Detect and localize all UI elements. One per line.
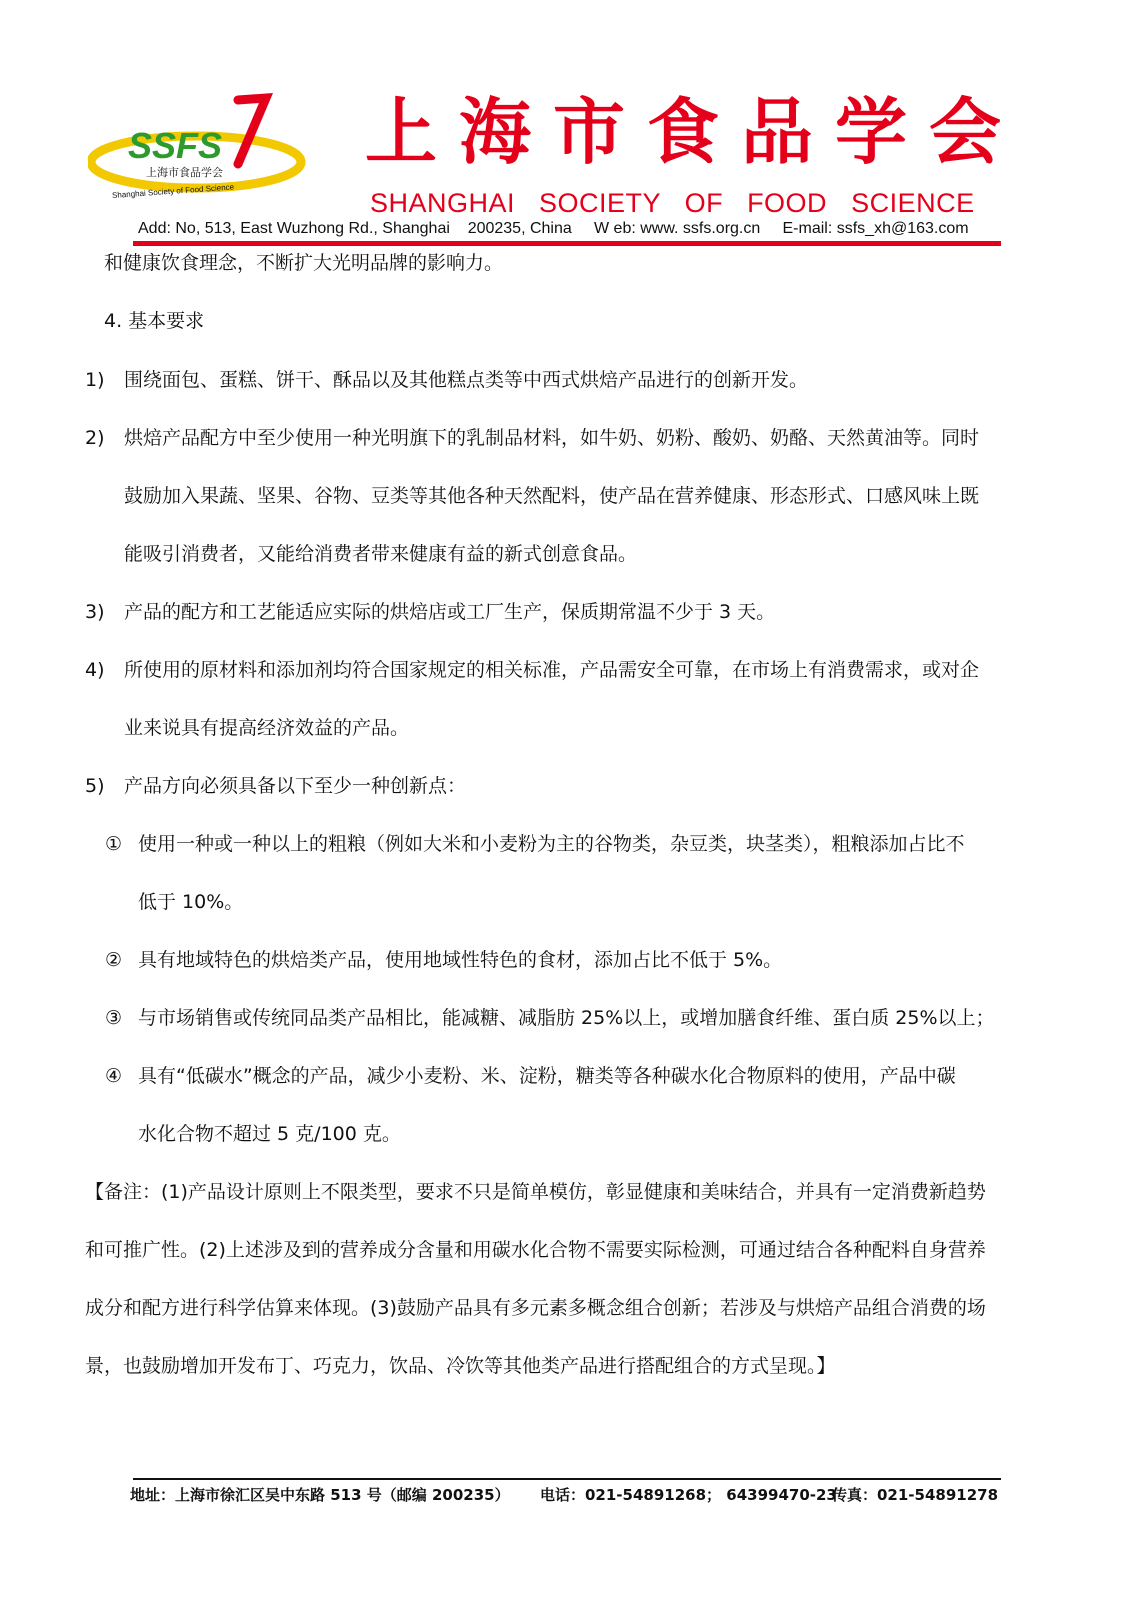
note-text: 景，也鼓励增加开发布丁、巧克力，饮品、冷饮等其他类产品进行搭配组合的方式呈现。】	[85, 1355, 836, 1377]
sub-list-number: ②	[105, 949, 123, 971]
list-number: 5)	[85, 775, 105, 797]
society-title-en: SHANGHAI SOCIETY OF FOOD SCIENCE	[370, 188, 975, 218]
list-item-text: 鼓励加入果蔬、坚果、谷物、豆类等其他各种天然配料，使产品在营养健康、形态形式、口感风味上既	[124, 485, 980, 507]
footer-address: 地址：上海市徐汇区吴中东路 513 号（邮编 200235）	[130, 1486, 510, 1504]
list-number: 4)	[85, 659, 105, 681]
sub-list-number: ④	[105, 1065, 123, 1087]
list-item-text: 业来说具有提高经济效益的产品。	[124, 717, 410, 739]
footer-fax: 传真：021-54891278	[832, 1486, 999, 1504]
sub-list-item-text: 具有“低碳水”概念的产品，减少小麦粉、米、淀粉，糖类等各种碳水化合物原料的使用，产品中碳	[138, 1065, 956, 1087]
logo-en-text: Shanghai Society of Food Science	[111, 182, 235, 200]
contact-line: Add: No, 513, East Wuzhong Rd., Shanghai 200235, China W eb: www. ssfs.org.cn E-mail: ssfs_xh@163.com	[138, 220, 969, 237]
sub-list-item-text: 具有地域特色的烘焙类产品，使用地域性特色的食材，添加占比不低于 5%。	[138, 949, 783, 971]
note-text: 成分和配方进行科学估算来体现。(3)鼓励产品具有多元素多概念组合创新；若涉及与烘焙产品组合消费的场	[85, 1297, 986, 1319]
logo-mark-text: SSFS	[128, 125, 223, 166]
section-title: 4. 基本要求	[104, 310, 205, 332]
list-number: 2)	[85, 427, 105, 449]
logo-cn-text: 上海市食品学会	[146, 166, 223, 179]
sub-list-item-text: 低于 10%。	[138, 891, 244, 913]
sub-list-number: ③	[105, 1007, 123, 1029]
note-text: 【备注：(1)产品设计原则上不限类型，要求不只是简单模仿，彰显健康和美味结合，并具有一定消费新趋势	[85, 1181, 986, 1203]
note-text: 和可推广性。(2)上述涉及到的营养成分含量和用碳水化合物不需要实际检测，可通过结合各种配料自身营养	[85, 1239, 986, 1261]
header-divider	[133, 241, 1001, 246]
sub-list-number: ①	[105, 833, 123, 855]
list-item-text: 产品方向必须具备以下至少一种创新点：	[124, 775, 467, 797]
paragraph-continuation: 和健康饮食理念，不断扩大光明品牌的影响力。	[104, 252, 504, 274]
sub-list-item-text: 水化合物不超过 5 克/100 克。	[138, 1123, 401, 1145]
list-number: 1)	[85, 369, 105, 391]
society-logo	[88, 92, 313, 207]
footer-phone: 电话：021-54891268； 64399470-23	[540, 1486, 837, 1504]
list-item-text: 所使用的原材料和添加剂均符合国家规定的相关标准，产品需安全可靠，在市场上有消费需求，或对企	[124, 659, 980, 681]
list-item-text: 围绕面包、蛋糕、饼干、酥品以及其他糕点类等中西式烘焙产品进行的创新开发。	[124, 369, 809, 391]
list-item-text: 产品的配方和工艺能适应实际的烘焙店或工厂生产，保质期常温不少于 3 天。	[124, 601, 776, 623]
sub-list-item-text: 使用一种或一种以上的粗粮（例如大米和小麦粉为主的谷物类，杂豆类，块茎类），粗粮添加占比不	[138, 833, 965, 855]
footer-divider	[133, 1478, 1001, 1480]
society-title-cn: 上海市食品学会	[365, 89, 1024, 174]
list-item-text: 烘焙产品配方中至少使用一种光明旗下的乳制品材料，如牛奶、奶粉、酸奶、奶酪、天然黄油等。同时	[124, 427, 980, 449]
list-item-text: 能吸引消费者，又能给消费者带来健康有益的新式创意食品。	[124, 543, 638, 565]
list-number: 3)	[85, 601, 105, 623]
sub-list-item-text: 与市场销售或传统同品类产品相比，能减糖、减脂肪 25%以上，或增加膳食纤维、蛋白质 25%以上；	[138, 1007, 995, 1029]
